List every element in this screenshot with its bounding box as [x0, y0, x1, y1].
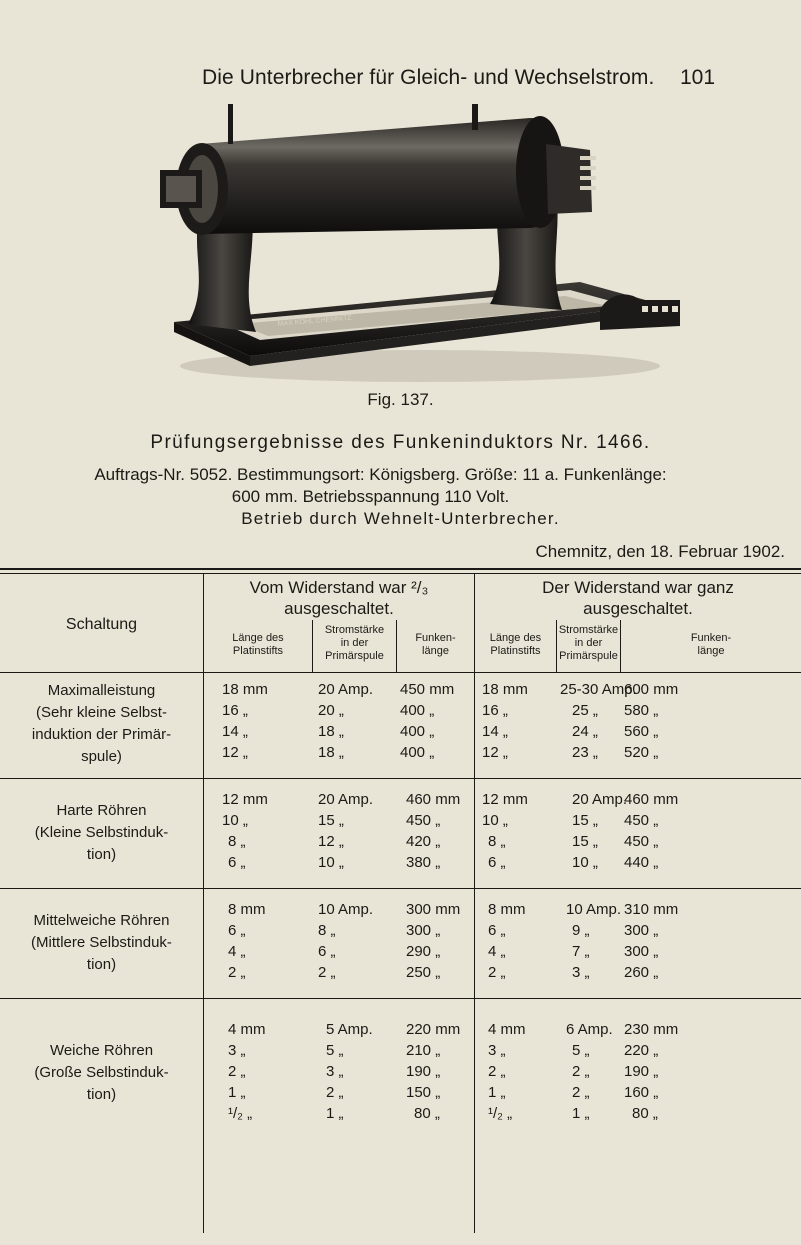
group1-title-line2: ausgeschaltet.	[284, 599, 394, 618]
subheader-funken: Funken- länge	[415, 632, 456, 657]
section-label: Weiche Röhren (Große Selbstinduk- tion)	[34, 1042, 169, 1103]
order-info-line-2: 600 mm. Betriebsspannung 110 Volt.	[231, 487, 510, 506]
date-line: Chemnitz, den 18. Februar 1902.	[535, 542, 785, 561]
section-label: Maximalleistung (Sehr kleine Selbst- induktion der Primär- spule)	[31, 682, 172, 765]
figure-caption: Fig. 137.	[367, 390, 434, 409]
group1-title-line1: Vom Widerstand war ²/₃	[249, 578, 429, 597]
subheader-laenge: Länge des Platinstifts	[489, 632, 542, 657]
order-info-line-1: Auftrags-Nr. 5052. Bestimmungsort: Königsberg. Größe: 11 a. Funkenlänge:	[94, 465, 667, 484]
inductor-illustration	[160, 104, 680, 386]
page-header	[0, 66, 801, 96]
subheader-strom: Stromstärke in der Primärspule	[558, 624, 619, 662]
section-label: Mittelweiche Röhren (Mittlere Selbstinduk- tion)	[31, 912, 172, 973]
page-title: Prüfungsergebnisse des Funkeninduktors Nr. 1466.	[150, 432, 651, 453]
subheader-strom: Stromstärke in der Primärspule	[324, 624, 385, 662]
table-top-rule-2	[0, 573, 801, 574]
section-rule	[0, 998, 801, 999]
interrupter-line: Betrieb durch Wehnelt-Unterbrecher.	[241, 509, 560, 528]
inductor-drawing	[160, 104, 680, 386]
group2-title-line2: ausgeschaltet.	[583, 599, 693, 618]
column-divider	[474, 573, 475, 1233]
running-head: Die Unterbrecher für Gleich- und Wechselstrom.	[202, 66, 655, 89]
section-rule	[0, 888, 801, 889]
subheader-funken: Funken- länge	[690, 632, 732, 657]
table-top-rule	[0, 568, 801, 570]
page-number: 101	[680, 66, 716, 89]
section-rule	[0, 778, 801, 779]
maker-plate: MAX KOHL CHEMNITZ	[277, 314, 352, 328]
subheader-laenge: Länge des Platinstifts	[232, 632, 284, 657]
section-label: Harte Röhren (Kleine Selbstinduk- tion)	[34, 802, 169, 863]
header-bottom-rule	[0, 672, 801, 673]
column-divider	[203, 573, 204, 1233]
results-table: Schaltung Vom Widerstand war ²/₃ ausgeschaltet. Der Widerstand war ganz ausgeschaltet. Länge des Platinstifts Stromstärke in der Primärspule Funken- länge Länge des Platinstifts Stromstärke in der Primärspule Funken- länge Maximalleistung (Sehr kleine Selbst- induktion der Primär- spule) 18 mm 20 Amp. 450 mm 18 mm 25-30 Amp. 600 mm 16 „ 20 „ 400 „ 16 „ 25 „ 580 „ 14 „ 18 „ 400 „ 14 „ 24 „ 560 „ 12 „ 18 „ 400 „ 12 „ 23 „ 520 „ Harte Röhren (Kleine Selbstinduk- tion) 12 mm 20 Amp. 460 mm 12 mm 20 Amp. 460 mm 10 „ 15 „ 450 „ 10 „ 15 „ 450 „ 8 „ 12 „ 420 „ 8 „ 15 „ 450 „ 6 „ 10 „ 380 „ 6 „ 10 „ 440 „ Mittelweiche Röhren (Mittlere Selbstinduk- tion) 8 mm 10 Amp. 300 mm 8 mm 10 Amp. 310 mm 6 „ 8 „ 300 „ 6 „ 9 „ 300 „ 4 „ 6 „ 290 „ 4 „ 7 „ 300 „ 2 „ 2 „ 250 „ 2 „ 3 „ 260 „ Weiche Röhren (Große Selbstinduk- tion) 4 mm 5 Amp. 220 mm 4 mm 6 Amp. 230 mm 3 „ 5 „ 210 „ 3 „ 5 „ 220 „ 2 „ 3 „ 190 „ 2 „ 2 „ 190 „ 1 „ 2 „ 150 „ 1 „ 2 „ 160 „ ¹/₂ „ 1 „ 80 „ ¹/₂ „ 1 „ 80 „	[0, 568, 801, 1238]
group2-title-line1: Der Widerstand war ganz	[542, 578, 734, 597]
header-schaltung: Schaltung	[65, 616, 138, 633]
